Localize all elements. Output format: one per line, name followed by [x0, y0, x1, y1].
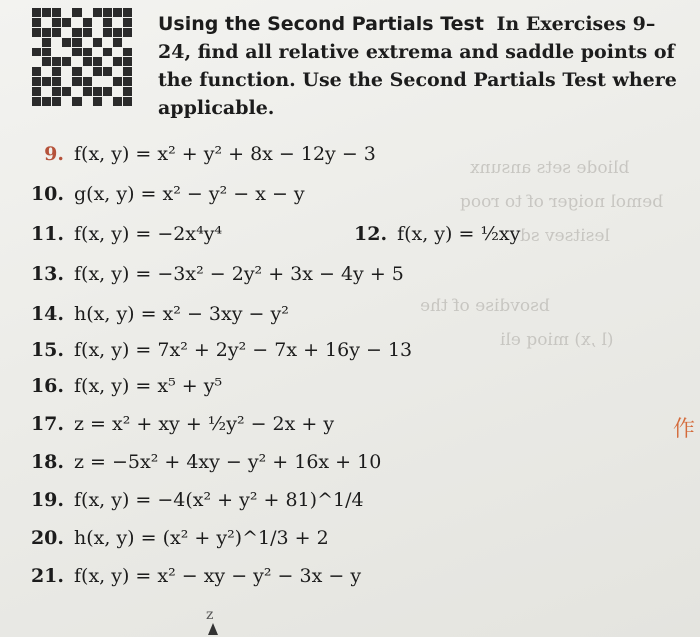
exercise-item — [14, 183, 305, 205]
section-heading — [158, 10, 678, 122]
footer-char: z — [206, 607, 214, 623]
exercise-number: 12. — [354, 223, 388, 245]
exercise-number: 16. — [30, 375, 64, 397]
exercise-number: 21. — [30, 565, 64, 587]
exercise-number: 13. — [30, 263, 64, 285]
exercise-expression: g(x, y) = x² − y² − x − y — [74, 183, 305, 205]
exercise-item — [14, 339, 412, 361]
exercise-item — [14, 565, 361, 587]
exercise-expression: f(x, y) = x⁵ + y⁵ — [74, 375, 223, 397]
exercise-item — [14, 223, 222, 245]
exercise-number: 11. — [30, 223, 64, 245]
qr-code — [32, 8, 132, 106]
exercise-expression: z = −5x² + 4xy − y² + 16x + 10 — [74, 451, 382, 473]
exercise-item — [14, 527, 329, 549]
bleed-through-text: bemol noiger of to rooq — [460, 192, 664, 212]
exercise-expression: f(x, y) = ½xy — [397, 223, 521, 245]
exercise-item — [14, 375, 222, 397]
exercise-item — [14, 413, 334, 435]
exercise-item — [14, 143, 376, 165]
exercise-expression: f(x, y) = x² + y² + 8x − 12y − 3 — [74, 143, 376, 165]
exercise-expression: f(x, y) = −2x⁴y⁴ — [74, 223, 223, 245]
heading-body: In Exercises 9–24, find all relative extrema and saddle points of the function. Use the Second Partials Test where applicable. — [158, 13, 677, 119]
heading-lead: Using the Second Partials Test — [158, 13, 484, 35]
exercise-number: 19. — [30, 489, 64, 511]
exercise-expression: f(x, y) = x² − xy − y² − 3x − y — [74, 565, 362, 587]
exercise-number: 14. — [30, 303, 64, 325]
exercise-number: 18. — [30, 451, 64, 473]
exercise-item — [14, 451, 381, 473]
exercise-expression: f(x, y) = −4(x² + y² + 81)^1/4 — [74, 489, 364, 511]
bleed-through-text: bsovdise of the — [420, 296, 550, 316]
margin-mark: 作 — [673, 417, 696, 442]
exercise-number: 9. — [44, 143, 64, 165]
bleed-through-text: bliode sets ansunx — [470, 158, 630, 178]
exercise-number: 10. — [30, 183, 64, 205]
exercise-expression: f(x, y) = −3x² − 2y² + 3x − 4y + 5 — [74, 263, 404, 285]
arrow-up-icon — [208, 623, 218, 635]
exercise-number: 17. — [30, 413, 64, 435]
bleed-through-text: (l ,x) mioq eli — [500, 330, 614, 350]
exercise-expression: h(x, y) = (x² + y²)^1/3 + 2 — [74, 527, 329, 549]
exercise-item — [14, 303, 289, 325]
bleed-through-text: lesitsev sd — [520, 226, 610, 246]
exercise-expression: f(x, y) = 7x² + 2y² − 7x + 16y − 13 — [74, 339, 413, 361]
exercise-number: 15. — [30, 339, 64, 361]
exercise-number: 20. — [30, 527, 64, 549]
exercise-expression: z = x² + xy + ½y² − 2x + y — [74, 413, 335, 435]
exercise-expression: h(x, y) = x² − 3xy − y² — [74, 303, 289, 325]
exercise-item — [354, 223, 520, 245]
exercise-item — [14, 489, 364, 511]
exercise-item — [14, 263, 404, 285]
